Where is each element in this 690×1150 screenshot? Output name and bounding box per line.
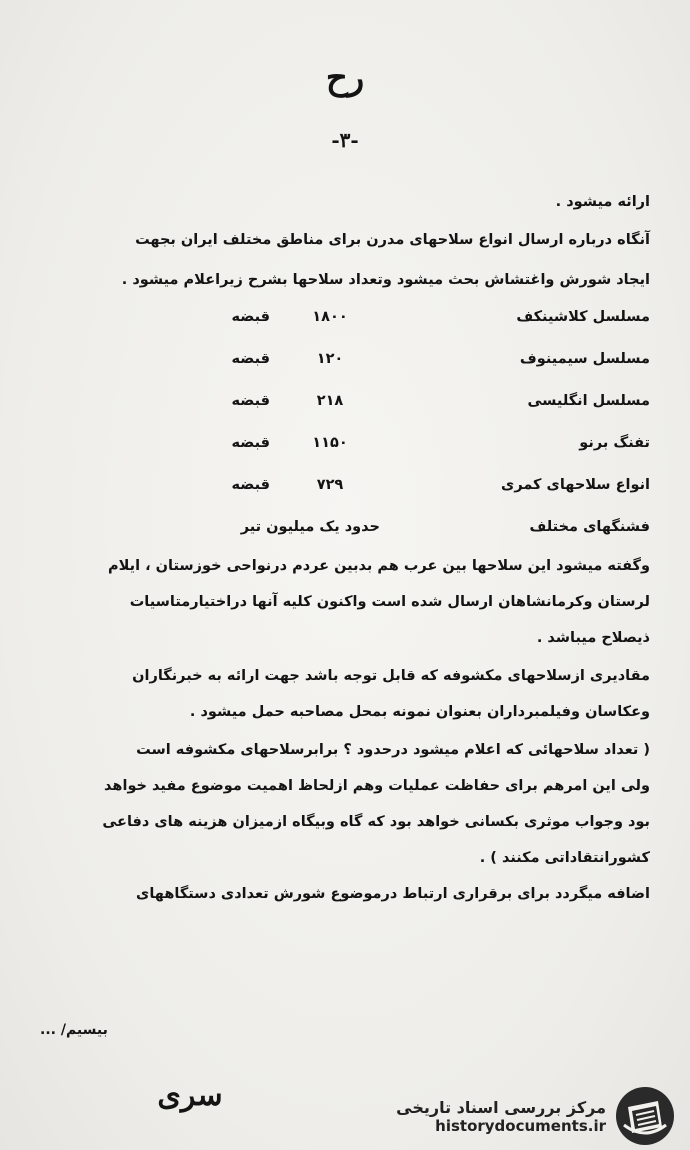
item-quantity: ۱۲۰ [316,351,344,367]
bottom-stamp: سری [157,1078,223,1113]
ammo-note: حدود یک میلیون تیر [240,519,380,535]
item-unit: قبضه [231,435,270,451]
item-quantity: ۲۱۸ [316,393,344,409]
item-name: مسلسل سیمینوف [519,351,650,367]
item-unit: قبضه [231,351,270,367]
item-quantity: ۱۱۵۰ [312,435,348,451]
list-item [40,426,650,468]
paragraph-line: مقادیری ازسلاحهای مکشوفه که قابل توجه باشد جهت ارائه به خبرنگاران [132,668,650,684]
item-name: مسلسل انگلیسی [527,393,650,409]
paragraph-line: ولی این امرهم برای حفاظت عملیات وهم ازلحاظ اهمیت موضوع مفید خواهد [104,778,650,794]
item-unit: قبضه [231,477,270,493]
watermark-title: مرکز بررسی اسناد تاریخی [396,1097,606,1117]
intro-line: ارائه میشود . [555,194,650,210]
item-name: تفنگ برنو [579,435,650,451]
paragraph-line: وگفته میشود این سلاحها بین عرب هم بدبین عردم درنواحی خوزستان ، ایلام [108,558,650,574]
list-item [40,384,650,426]
item-unit: قبضه [231,309,270,325]
paragraph-line: بود وجواب موثری بکسانی خواهد بود که گاه وبیگاه ازمیزان هزینه های دفاعی [102,814,650,830]
item-unit: قبضه [231,393,270,409]
list-item [40,510,650,552]
item-quantity: ۱۸۰۰ [312,309,348,325]
list-item [40,342,650,384]
paragraph-line: ( تعداد سلاحهائی که اعلام میشود درحدود ؟ برابرسلاحهای مکشوفه است [136,742,650,758]
document-body [40,180,650,912]
paragraph [40,876,650,912]
signature-line: بیسیم/ ... [40,1022,108,1038]
paragraph-line: ذیصلاح میباشد . [536,630,650,646]
list-item [40,468,650,510]
paragraph-line: لرستان وکرمانشاهان ارسال شده است واکنون کلیه آنها دراختیارمتاسیات [129,594,650,610]
ammo-name: فشنگهای مختلف [529,519,650,535]
paragraph-line: اضافه میگردد برای برقراری ارتباط درموضوع شورش تعدادی دستگاههای [136,886,650,902]
item-name: مسلسل کلاشینکف [516,309,650,325]
page-number: -۳- [331,128,359,152]
paragraph [40,548,650,656]
paragraph-line: کشورانتقاداتی مکنند ) . [479,850,650,866]
list-item [40,300,650,342]
item-name: انواع سلاحهای کمری [501,477,650,493]
paragraph [40,658,650,730]
paragraph [40,732,650,876]
watermark [396,1085,676,1147]
archive-logo-icon [614,1085,676,1147]
weapons-list [40,300,650,552]
intro-line: آنگاه درباره ارسال انواع سلاحهای مدرن برای مناطق مختلف ایران بجهت [135,232,650,248]
watermark-url: historydocuments.ir [435,1116,606,1135]
paragraph-line: وعکاسان وفیلمبرداران بعنوان نمونه بمحل مصاحبه حمل میشود . [189,704,650,720]
intro-line: ایجاد شورش واغتشاش بحث میشود وتعداد سلاحها بشرح زیراعلام میشود . [121,272,650,288]
item-quantity: ۷۲۹ [316,477,344,493]
top-stamp: رح [325,58,365,98]
